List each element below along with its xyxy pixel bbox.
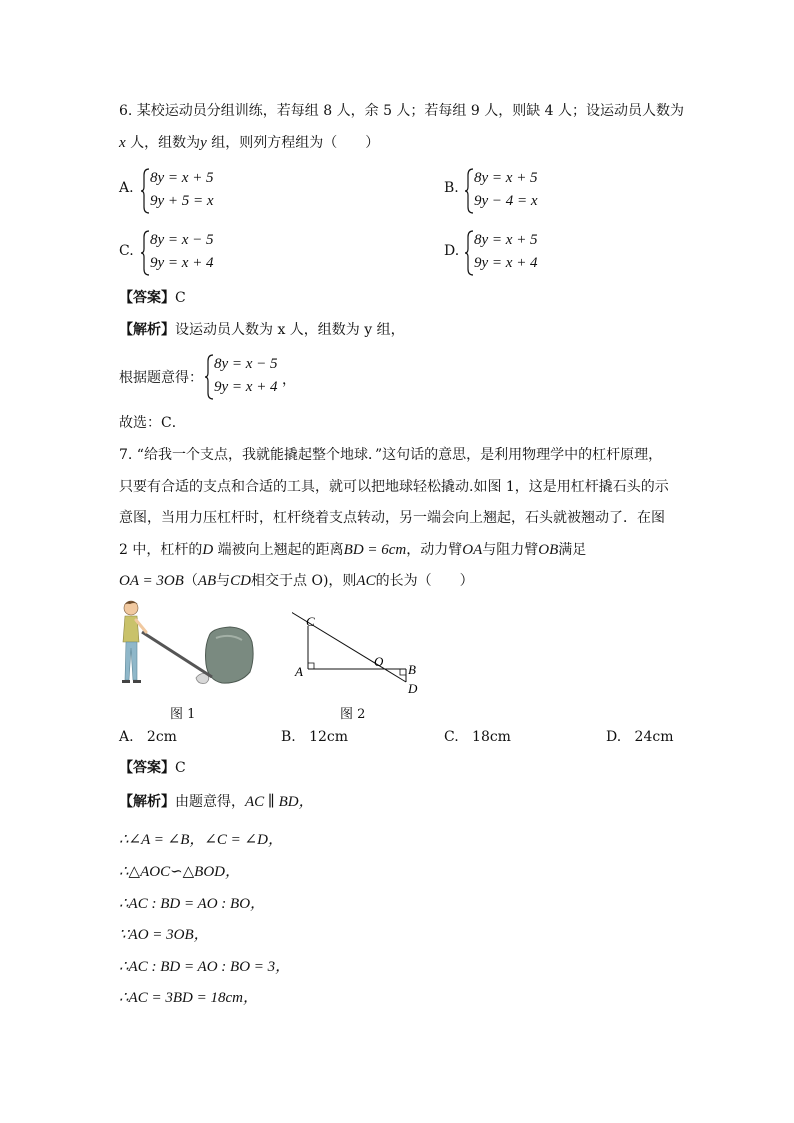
q7-stem-line5: OA = 3OB（AB与CD相交于点 O)，则AC的长为（ ） (119, 573, 474, 589)
q7-step: ∵AO = 3OB， (119, 927, 209, 943)
point-c-label: C (306, 614, 315, 629)
q6-option-d-label: D. (444, 243, 460, 259)
left-brace-icon (204, 353, 214, 401)
equation-2: 9y = x + 4 (214, 379, 278, 395)
q6-option-b-system (464, 167, 584, 215)
equation-1: 8y = x − 5 (150, 232, 214, 248)
q7-step: ∴AC = 3BD = 18cm， (119, 990, 258, 1006)
q6-option-c-label: C. (119, 243, 134, 259)
q7-analysis: 【解析】由题意得，AC ∥ BD， (119, 794, 314, 810)
q6-option-a-system (140, 167, 260, 215)
q6-answer: 【答案】C (119, 290, 186, 306)
point-o-label: O (374, 654, 384, 669)
q7-stem-line4: 2 中，杠杆的D 端被向上翘起的距离BD = 6cm，动力臂OA与阻力臂OB满足 (119, 542, 587, 558)
q6-option-c-system (140, 229, 260, 277)
figure-1-lever-illustration (112, 598, 262, 693)
q6-analysis: 【解析】设运动员人数为 x 人，组数为 y 组， (119, 322, 405, 338)
q6-system-comma: ， (282, 372, 296, 388)
equation-1: 8y = x − 5 (214, 356, 278, 372)
point-d-label: D (408, 681, 418, 696)
q7-step: ∴△AOC∽△BOD， (119, 864, 241, 880)
left-brace-icon (464, 167, 474, 215)
equation-2: 9y = x + 4 (474, 255, 538, 271)
q6-by-meaning: 根据题意得： (119, 370, 203, 386)
q7-stem-line3: 意图，当用力压杠杆时，杠杆绕着支点转动，另一端会向上翘起，石头就被翘动了．在图 (119, 510, 665, 526)
q7-option-b: B. 12cm (281, 729, 349, 745)
figure-2-caption: 图 2 (340, 707, 366, 722)
q7-answer: 【答案】C (119, 760, 186, 776)
q7-option-c: C. 18cm (444, 729, 511, 745)
q7-step: ∴∠A = ∠B，∠C = ∠D， (119, 832, 283, 848)
var-y: y (200, 135, 207, 151)
q7-stem-line2: 只要有合适的支点和合适的工具，就可以把地球轻松撬动.如图 1，这是用杠杆撬石头的示 (119, 479, 669, 495)
figure-2-geometry-diagram (292, 602, 422, 697)
q6-choose: 故选：C． (119, 415, 186, 431)
var-x: x (119, 135, 126, 151)
equation-2: 9y = x + 4 (150, 255, 214, 271)
q6-option-b-label: B. (444, 180, 459, 196)
equation-1: 8y = x + 5 (150, 170, 214, 186)
q7-option-a: A. 2cm (119, 729, 177, 745)
q6-option-d-system (464, 229, 584, 277)
point-b-label: B (408, 662, 416, 677)
equation-1: 8y = x + 5 (474, 170, 538, 186)
figure-1-caption: 图 1 (170, 707, 196, 722)
q6-analysis-system (204, 353, 334, 401)
q6-stem-line2: x 人，组数为y 组，则列方程组为（ ） (119, 135, 380, 151)
equation-2: 9y + 5 = x (150, 193, 214, 209)
q7-step: ∴AC : BD = AO : BO = 3， (119, 959, 291, 975)
q6-stem-line1: 6. 某校运动员分组训练，若每组 8 人，余 5 人；若每组 9 人，则缺 4 人；设运动员人数为 (119, 103, 685, 119)
equation-1: 8y = x + 5 (474, 232, 538, 248)
q7-option-d: D. 24cm (606, 729, 674, 745)
q7-stem-line1: 7. “给我一个支点，我就能撬起整个地球．”这句话的意思，是利用物理学中的杠杆原理， (119, 447, 663, 463)
equation-2: 9y − 4 = x (474, 193, 538, 209)
point-a-label: A (295, 664, 303, 679)
left-brace-icon (140, 229, 150, 277)
q7-step: ∴AC : BD = AO : BO， (119, 896, 266, 912)
left-brace-icon (140, 167, 150, 215)
q6-option-a-label: A. (119, 180, 134, 196)
left-brace-icon (464, 229, 474, 277)
